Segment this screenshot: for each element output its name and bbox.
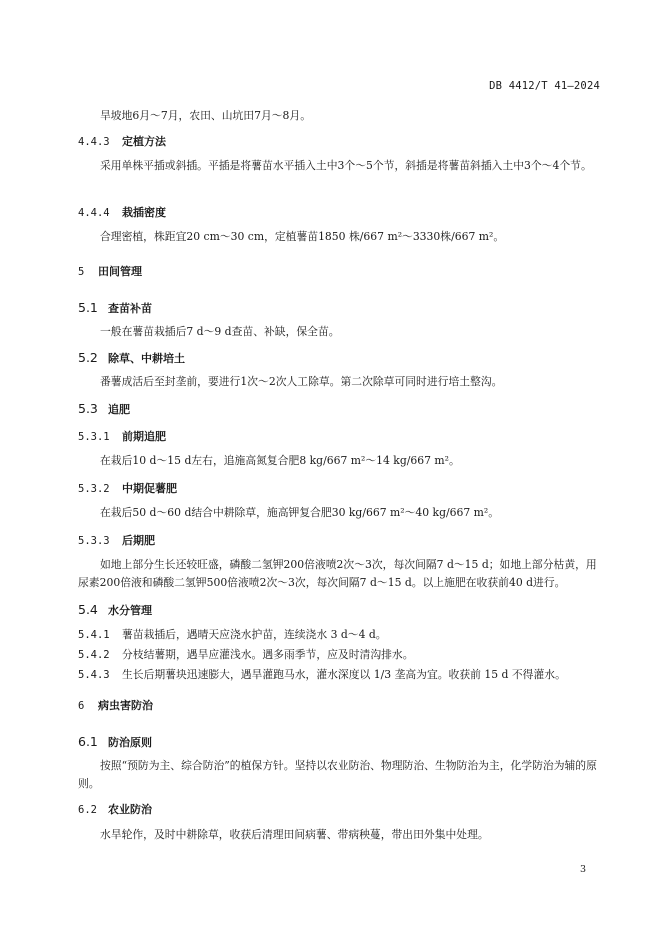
list-item-text: 分枝结薯期，遇旱应灌浅水。遇多雨季节，应及时清沟排水。 <box>122 648 414 661</box>
list-item-number: 5.4.2 <box>78 649 110 661</box>
heading-number: 5.3.1 <box>78 431 110 443</box>
heading-number: 4.4.4 <box>78 207 110 219</box>
paragraph-planting-method: 采用单株平插或斜插。平插是将薯苗水平插入土中3个～5个节，斜插是将薯苗斜插入土中3个～4个节。 <box>100 159 592 172</box>
heading-6-1 <box>78 733 600 752</box>
heading-5-3-1 <box>78 428 600 446</box>
heading-title: 追肥 <box>108 403 130 416</box>
heading-4-4-4 <box>78 204 600 222</box>
list-item <box>78 646 600 664</box>
heading-number: 5.3.2 <box>78 483 110 495</box>
heading-title: 查苗补苗 <box>108 302 152 315</box>
heading-title: 除草、中耕培土 <box>108 352 185 365</box>
list-item <box>78 666 600 684</box>
water-management-list <box>78 626 600 684</box>
heading-number: 5.3 <box>78 401 98 416</box>
paragraph-weeding: 番薯成活后至封垄前，要进行1次～2次人工除草。第二次除草可同时进行培土整沟。 <box>100 375 503 388</box>
list-item-number: 5.4.1 <box>78 629 110 641</box>
paragraph-early-topdressing: 在栽后10 d～15 d左右，追施高氮复合肥8 kg/667 m²～14 kg/667 m²。 <box>100 454 460 467</box>
heading-title: 田间管理 <box>98 265 142 278</box>
heading-title: 防治原则 <box>108 736 152 749</box>
heading-number: 5 <box>78 266 85 278</box>
heading-6 <box>78 697 600 715</box>
heading-5-3-2 <box>78 480 600 498</box>
heading-number: 5.3.3 <box>78 535 110 547</box>
heading-4-4-3 <box>78 133 600 151</box>
heading-5-1 <box>78 299 600 318</box>
heading-number: 5.1 <box>78 300 98 315</box>
heading-title: 水分管理 <box>108 604 152 617</box>
heading-title: 定植方法 <box>122 135 166 148</box>
heading-6-2 <box>78 801 600 819</box>
page-number: 3 <box>579 864 586 875</box>
heading-5 <box>78 263 600 281</box>
document-standard-number: DB 4412/T 41—2024 <box>489 80 600 92</box>
heading-title: 后期肥 <box>122 534 155 547</box>
heading-5-2 <box>78 349 600 368</box>
list-item-number: 5.4.3 <box>78 669 110 681</box>
heading-title: 前期追肥 <box>122 430 166 443</box>
heading-5-3-3 <box>78 532 600 550</box>
list-item-text: 薯苗栽插后，遇晴天应浇水护苗，连续浇水 3 d～4 d。 <box>122 628 387 641</box>
paragraph-planting-density: 合理密植，株距宜20 cm～30 cm，定植薯苗1850 株/667 m²～3330株/667 m²。 <box>100 230 505 243</box>
paragraph-planting-time: 旱坡地6月～7月，农田、山坑田7月～8月。 <box>100 109 312 122</box>
heading-number: 6 <box>78 700 85 712</box>
heading-5-3 <box>78 400 600 419</box>
heading-number: 4.4.3 <box>78 136 110 148</box>
paragraph-mid-fertilizer: 在栽后50 d～60 d结合中耕除草，施高钾复合肥30 kg/667 m²～40 kg/667 m²。 <box>100 506 500 519</box>
heading-5-4 <box>78 601 600 620</box>
heading-number: 6.2 <box>78 804 97 816</box>
heading-title: 病虫害防治 <box>98 699 153 712</box>
heading-title: 农业防治 <box>108 803 152 816</box>
paragraph-late-fertilizer: 如地上部分生长还较旺盛，磷酸二氢钾200倍液喷2次～3次，每次间隔7 d～15 d；如地上部分枯黄，用尿素200倍液和磷酸二氢钾500倍液喷2次～3次，每次间隔7 d～15 d。以上施肥在收获前40 d进行。 <box>78 558 597 589</box>
heading-number: 6.1 <box>78 734 98 749</box>
paragraph-control-principle: 按照“预防为主、综合防治”的植保方针。坚持以农业防治、物理防治、生物防治为主，化学防治为辅的原则。 <box>78 759 597 790</box>
list-item <box>78 626 600 644</box>
heading-title: 中期促薯肥 <box>122 482 177 495</box>
heading-title: 栽插密度 <box>122 206 166 219</box>
list-item-text: 生长后期薯块迅速膨大，遇旱灌跑马水，灌水深度以 1/3 垄高为宜。收获前 15 d 不得灌水。 <box>122 668 566 681</box>
heading-number: 5.2 <box>78 350 98 365</box>
paragraph-agricultural-control: 水旱轮作，及时中耕除草，收获后清理田间病薯、带病秧蔓，带出田外集中处理。 <box>100 828 489 841</box>
heading-number: 5.4 <box>78 602 98 617</box>
paragraph-check-seedlings: 一般在薯苗栽插后7 d～9 d查苗、补缺，保全苗。 <box>100 325 340 338</box>
